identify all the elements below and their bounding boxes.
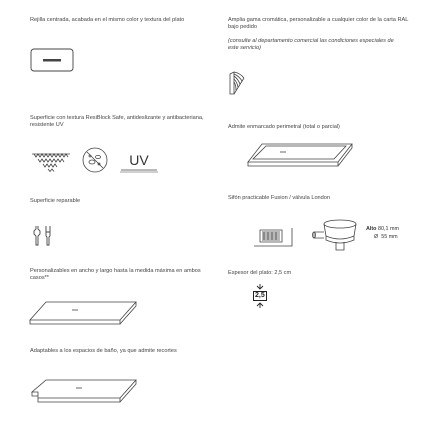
siphon-diameter-value: 55 mm [381,234,398,240]
resiblock-text: Superficie con textura ResiBlock Safe, antideslizante y antibacteriana, resistente UV [30,115,204,128]
antibacterial-icon [80,146,110,174]
thickness-icon: 2,5 [255,292,265,299]
texture-icon [30,150,72,172]
siphon-icon [310,218,360,254]
siphon-height-label: Alto [366,226,377,232]
siphon-diameter-label: Ø [374,234,379,240]
uv-icon [118,148,160,174]
framed-text: Admite enmarcado perimetral (total o parcial) [228,124,340,130]
grille-icon [30,48,74,72]
thickness-arrow-down-icon [255,284,265,290]
thickness-text: Espesor del plato: 2,5 cm [228,270,292,276]
custom-size-text: Personalizables en ancho y largo hasta la medida máxima en ambos casos** [30,268,201,281]
siphon-height [366,226,399,233]
uv-label: UV [129,152,149,168]
color-text: Amplia gama cromática, personalizable a cualquier color de la carta RAL bajo pedido [228,17,409,30]
framed-tray-icon [246,140,354,170]
grille-text: Rejilla centrada, acabada en el mismo color y textura del plato [30,17,185,23]
siphon-text: Sifón practicable Fusion / válvula London [228,195,330,201]
swatch-icon [228,70,248,96]
color-note: (consulte al departamento comercial las condiciones especiales de este servicio) [228,38,394,51]
repairable-text: Superficie reparable [30,198,81,204]
tray-cut-icon [28,376,140,406]
tools-icon [30,222,56,248]
siphon-height-value: 80,1 mm [377,226,399,232]
adaptable-text: Adaptables a los espacios de baño, ya que admite recortes [30,348,177,354]
siphon-diameter [374,234,398,241]
tray-icon [28,298,140,328]
drain-grate-icon [252,220,296,250]
thickness-arrow-up-icon [255,302,265,308]
